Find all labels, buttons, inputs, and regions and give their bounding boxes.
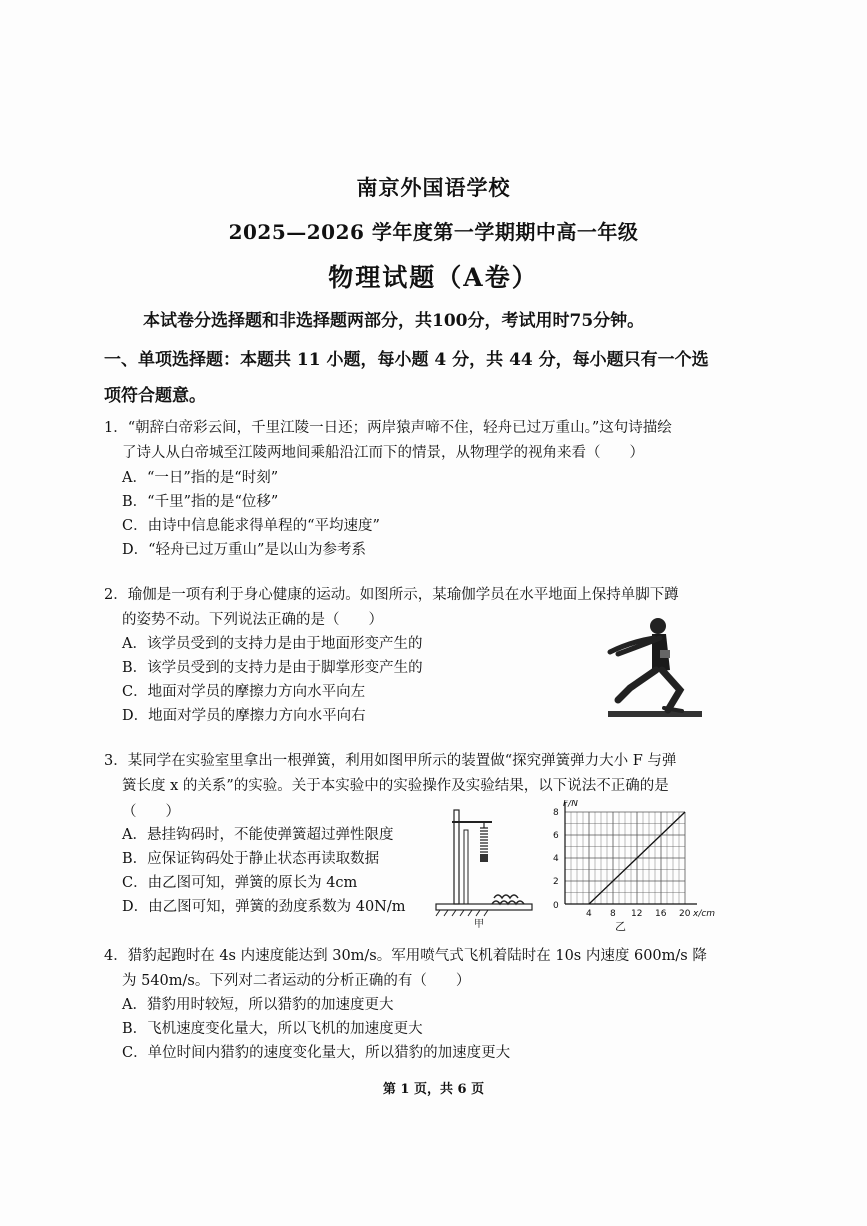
q3-option-c: C．由乙图可知，弹簧的原长为 4cm (122, 875, 358, 891)
q2-option-d: D．地面对学员的摩擦力方向水平向右 (122, 708, 366, 724)
q3-stem-line3: （ ） (122, 804, 180, 820)
q2-stem-line2: 的姿势不动。下列说法正确的是（ ） (122, 612, 383, 628)
q4-option-c: C．单位时间内猎豹的速度变化量大，所以猎豹的加速度更大 (122, 1045, 511, 1061)
q4-stem-line1: 4．猎豹起跑时在 4s 内速度能达到 30m/s。军用喷气式飞机着陆时在 10s 内速度 600m/s 降 (104, 948, 707, 964)
y-tick-label: 6 (553, 831, 559, 841)
x-tick-label: 4 (586, 909, 592, 919)
q1-option-b: B．“千里”指的是“位移” (122, 494, 279, 510)
spring-apparatus-figure (432, 800, 537, 930)
q1-option-c: C．由诗中信息能求得单程的“平均速度” (122, 518, 380, 534)
q4-option-a: A．猎豹用时较短，所以猎豹的加速度更大 (122, 997, 394, 1013)
q2-option-b: B．该学员受到的支持力是由于脚掌形变产生的 (122, 660, 423, 676)
q1-option-d: D．“轻舟已过万重山”是以山为参考系 (122, 542, 366, 558)
x-tick-label: 12 (631, 909, 643, 919)
y-tick-label: 2 (553, 877, 559, 887)
figure-a-label: 甲 (474, 919, 484, 930)
q3-option-a: A．悬挂钩码时，不能使弹簧超过弹性限度 (122, 827, 394, 843)
q2-stem-line1: 2．瑜伽是一项有利于身心健康的运动。如图所示，某瑜伽学员在水平地面上保持单脚下蹲 (104, 587, 679, 603)
term-title: 2025—2026 学年度第一学期期中高一年级 (228, 220, 639, 244)
q4-stem-line2: 为 540m/s。下列对二者运动的分析正确的有（ ） (122, 973, 471, 989)
q2-option-c: C．地面对学员的摩擦力方向水平向左 (122, 684, 366, 700)
exam-intro: 本试卷分选择题和非选择题两部分，共100分，考试用时75分钟。 (143, 311, 645, 331)
figure-b-label: 乙 (615, 920, 626, 933)
q4-option-b: B．飞机速度变化量大，所以飞机的加速度更大 (122, 1021, 423, 1037)
school-name: 南京外国语学校 (356, 175, 511, 200)
q1-option-a: A．“一日”指的是“时刻” (122, 470, 279, 486)
q3-option-d: D．由乙图可知，弹簧的劲度系数为 40N/m (122, 899, 406, 915)
x-tick-label: 0 (553, 901, 559, 911)
yoga-figure (600, 608, 710, 720)
q3-option-b: B．应保证钩码处于静止状态再读取数据 (122, 851, 380, 867)
q2-option-a: A．该学员受到的支持力是由于地面形变产生的 (122, 636, 423, 652)
f-x-chart (545, 800, 725, 935)
x-tick-label: 20 (679, 909, 691, 919)
x-tick-label: 8 (610, 909, 616, 919)
page-footer: 第 1 页，共 6 页 (382, 1082, 485, 1097)
q3-stem-line1: 3．某同学在实验室里拿出一根弹簧，利用如图甲所示的装置做“探究弹簧弹力大小 F 与弹 (104, 753, 677, 769)
x-tick-label: 16 (655, 909, 667, 919)
y-tick-label: 4 (553, 854, 559, 864)
section-heading-line2: 项符合题意。 (104, 386, 206, 406)
x-axis-label: x/cm (693, 909, 716, 919)
section-heading-line1: 一、单项选择题：本题共 11 小题，每小题 4 分，共 44 分，每小题只有一个选 (104, 350, 709, 370)
q3-stem-line2: 簧长度 x 的关系”的实验。关于本实验中的实验操作及实验结果，以下说法不正确的是 (122, 778, 669, 794)
y-axis-label: F/N (563, 800, 578, 809)
y-tick-label: 8 (553, 808, 559, 818)
q1-stem-line1: 1．“朝辞白帝彩云间，千里江陵一日还；两岸猿声啼不住，轻舟已过万重山。”这句诗描绘 (104, 420, 672, 436)
q1-stem-line2: 了诗人从白帝城至江陵两地间乘船沿江而下的情景，从物理学的视角来看（ ） (122, 445, 644, 461)
subject-title: 物理试题（A卷） (328, 263, 539, 292)
